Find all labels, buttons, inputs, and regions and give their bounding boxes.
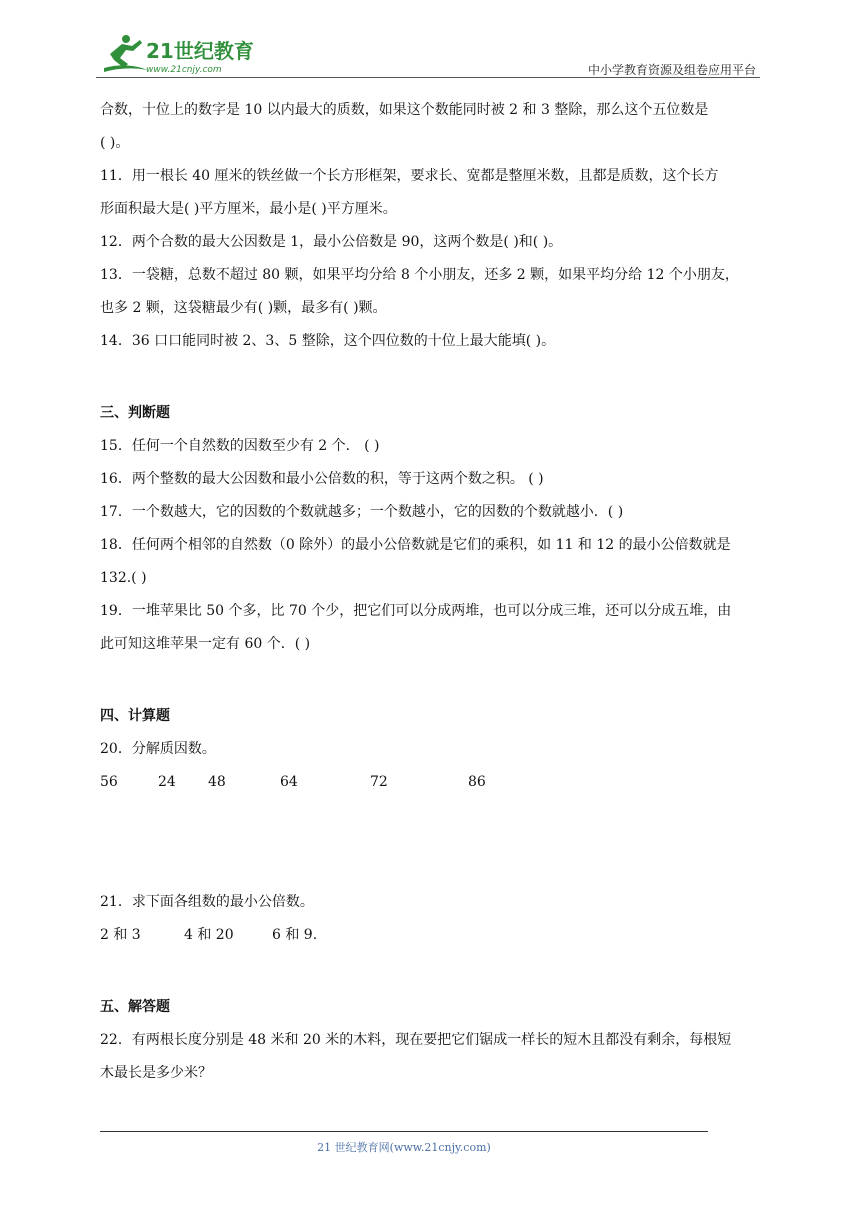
section-title-answer: 五、解答题 bbox=[100, 999, 170, 1015]
section-title-judgement: 三、判断题 bbox=[100, 405, 170, 421]
section-title-calculation: 四、计算题 bbox=[100, 708, 170, 724]
question-13: 13．一袋糖，总数不超过 80 颗，如果平均分给 8 个小朋友，还多 2 颗，如果平均分给 12 个小朋友， bbox=[100, 267, 739, 283]
question-17: 17．一个数越大，它的因数的个数就越多；一个数越小，它的因数的个数就越小．( ) bbox=[100, 504, 624, 520]
question-14: 14．36 口口能同时被 2、3、5 整除，这个四位数的十位上最大能填( )。 bbox=[100, 333, 556, 349]
number-item: 48 bbox=[208, 774, 226, 790]
page-header bbox=[96, 28, 760, 78]
number-item: 86 bbox=[468, 774, 486, 790]
pair-item: 4 和 20 bbox=[184, 927, 234, 943]
site-logo bbox=[96, 28, 266, 78]
document-body bbox=[100, 100, 764, 1096]
question-21: 21．求下面各组数的最小公倍数。 bbox=[100, 894, 314, 910]
pair-list bbox=[100, 925, 764, 945]
question-12: 12．两个合数的最大公因数是 1，最小公倍数是 90，这两个数是( )和( )。 bbox=[100, 234, 563, 250]
text-line: 132.( ) bbox=[100, 570, 147, 586]
question-15: 15．任何一个自然数的因数至少有 2 个． ( ) bbox=[100, 438, 380, 454]
question-16: 16．两个整数的最大公因数和最小公倍数的积，等于这两个数之积。 ( ) bbox=[100, 471, 544, 487]
number-item: 72 bbox=[370, 774, 388, 790]
text-line: 也多 2 颗，这袋糖最少有( )颗，最多有( )颗。 bbox=[100, 300, 387, 316]
text-line: 此可知这堆苹果一定有 60 个．( ) bbox=[100, 636, 311, 652]
header-divider bbox=[96, 77, 760, 78]
question-18: 18．任何两个相邻的自然数（0 除外）的最小公倍数就是它们的乘积，如 11 和 12 的最小公倍数就是 bbox=[100, 537, 731, 553]
logo-url: www.21cnjy.com bbox=[146, 65, 222, 75]
question-22: 22．有两根长度分别是 48 米和 20 米的木料，现在要把它们锯成一样长的短木且都没有剩余，每根短 bbox=[100, 1032, 732, 1048]
text-line: 合数，十位上的数字是 10 以内最大的质数，如果这个数能同时被 2 和 3 整除，那么这个五位数是 bbox=[100, 102, 709, 118]
number-item: 24 bbox=[158, 774, 176, 790]
number-item: 64 bbox=[280, 774, 298, 790]
pair-item: 6 和 9. bbox=[272, 927, 318, 943]
number-list bbox=[100, 772, 764, 792]
question-20: 20．分解质因数。 bbox=[100, 741, 216, 757]
footer-divider bbox=[100, 1131, 708, 1132]
text-line: 木最长是多少米？ bbox=[100, 1065, 212, 1081]
question-11: 11．用一根长 40 厘米的铁丝做一个长方形框架，要求长、宽都是整厘米数，且都是质数，这个长方 bbox=[100, 168, 719, 184]
answer-blank-line: ( )。 bbox=[100, 135, 130, 151]
pair-item: 2 和 3 bbox=[100, 927, 141, 943]
footer-text: 21 世纪教育网(www.21cnjy.com) bbox=[317, 1141, 491, 1154]
platform-name: 中小学教育资源及组卷应用平台 bbox=[587, 63, 756, 77]
text-line: 形面积最大是( )平方厘米，最小是( )平方厘米。 bbox=[100, 201, 397, 217]
number-item: 56 bbox=[100, 774, 118, 790]
question-19: 19．一堆苹果比 50 个多，比 70 个少，把它们可以分成两堆，也可以分成三堆，还可以分成五堆，由 bbox=[100, 603, 732, 619]
logo-text: 21世纪教育 bbox=[146, 39, 254, 63]
